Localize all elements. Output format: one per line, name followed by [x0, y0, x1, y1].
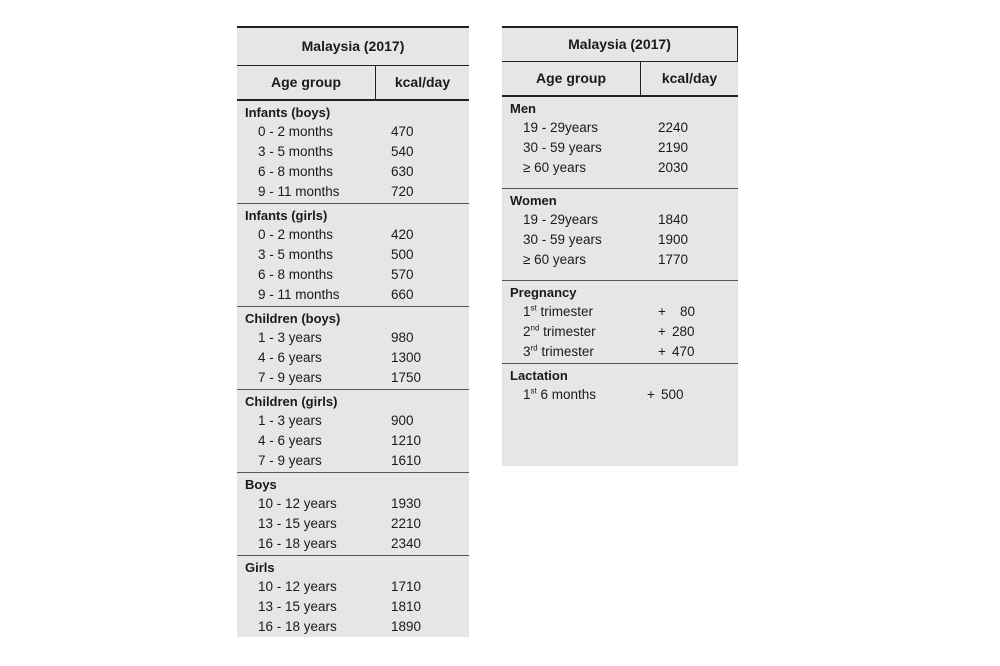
table-row — [502, 302, 738, 322]
group-girls — [237, 556, 469, 638]
kcal-cell: 1610 — [391, 453, 422, 468]
table-row — [237, 122, 469, 142]
age-cell: 0 - 2 months — [258, 124, 334, 139]
table-row — [502, 210, 738, 230]
kcal-cell: 2190 — [658, 140, 689, 155]
group-name: Children (girls) — [245, 394, 338, 409]
col-age-group: Age group — [502, 62, 641, 95]
table-row — [502, 138, 738, 158]
kcal-cell: 1750 — [391, 370, 422, 385]
kcal-cell — [658, 302, 738, 322]
table-row — [237, 245, 469, 265]
group-name: Children (boys) — [245, 311, 341, 326]
trimester-cell — [502, 302, 658, 322]
right-energy-table — [502, 26, 738, 466]
ordinal-rest: 6 months — [536, 387, 597, 402]
ordinal-suffix: nd — [530, 323, 540, 333]
age-cell: 7 - 9 years — [258, 453, 322, 468]
group-children-boys — [237, 307, 469, 390]
kcal-cell: 500 — [391, 247, 414, 262]
group-name: Men — [510, 101, 536, 116]
table-title: Malaysia (2017) — [502, 26, 738, 62]
table-header — [237, 66, 469, 101]
age-cell: 7 - 9 years — [258, 370, 322, 385]
table-row — [502, 342, 738, 362]
ordinal-suffix: rd — [530, 343, 538, 353]
table-row — [237, 494, 469, 514]
ordinal-rest: trimester — [537, 344, 594, 359]
age-cell: 30 - 59 years — [523, 232, 602, 247]
kcal-cell: 2030 — [658, 160, 689, 175]
kcal-cell: 420 — [391, 227, 414, 242]
age-cell: 3 - 5 months — [258, 144, 334, 159]
table-row — [237, 162, 469, 182]
table-row — [237, 411, 469, 431]
table-row — [237, 225, 469, 245]
age-cell: 19 - 29years — [523, 212, 599, 227]
kcal-value: 80 — [680, 304, 696, 319]
lactation-period-cell — [502, 385, 647, 405]
table-row — [237, 451, 469, 471]
age-cell: ≥ 60 years — [523, 160, 586, 175]
table-row — [237, 182, 469, 202]
group-men — [502, 97, 738, 189]
kcal-cell — [658, 342, 738, 362]
group-name: Girls — [245, 560, 275, 575]
age-cell: 0 - 2 months — [258, 227, 334, 242]
kcal-cell: 1930 — [391, 496, 422, 511]
age-cell: 6 - 8 months — [258, 164, 334, 179]
ordinal-number: 1 — [523, 387, 531, 402]
group-name: Women — [510, 193, 557, 208]
table-row — [237, 597, 469, 617]
table-row — [237, 328, 469, 348]
kcal-cell: 570 — [391, 267, 414, 282]
kcal-cell: 900 — [391, 413, 414, 428]
kcal-cell — [658, 322, 738, 342]
group-children-girls — [237, 390, 469, 473]
ordinal-suffix: st — [530, 303, 537, 313]
age-cell: 10 - 12 years — [258, 579, 337, 594]
ordinal-number: 3 — [523, 344, 531, 359]
group-lactation — [502, 364, 738, 406]
plus-sign: + — [658, 304, 666, 319]
kcal-cell — [647, 385, 738, 405]
plus-sign: + — [647, 387, 655, 402]
ordinal-number: 2 — [523, 324, 531, 339]
age-cell: 30 - 59 years — [523, 140, 602, 155]
kcal-cell: 660 — [391, 287, 414, 302]
table-row — [237, 617, 469, 637]
age-cell: 4 - 6 years — [258, 350, 322, 365]
plus-sign: + — [658, 324, 666, 339]
kcal-cell: 1300 — [391, 350, 422, 365]
group-infants-girls — [237, 204, 469, 307]
kcal-cell: 720 — [391, 184, 414, 199]
age-cell: 9 - 11 months — [258, 287, 340, 302]
table-row — [502, 250, 738, 270]
table-row — [237, 348, 469, 368]
age-cell: 19 - 29years — [523, 120, 599, 135]
age-cell: 1 - 3 years — [258, 413, 322, 428]
table-row — [237, 368, 469, 388]
table-row — [237, 534, 469, 554]
group-name: Infants (boys) — [245, 105, 331, 120]
group-infants-boys — [237, 101, 469, 204]
table-row — [237, 577, 469, 597]
table-row — [502, 158, 738, 178]
table-row — [237, 265, 469, 285]
kcal-cell: 1900 — [658, 232, 689, 247]
table-row — [502, 118, 738, 138]
ordinal-rest: trimester — [536, 304, 594, 319]
kcal-cell: 2210 — [391, 516, 422, 531]
kcal-cell: 540 — [391, 144, 414, 159]
table-row — [502, 385, 738, 405]
kcal-value: 280 — [672, 324, 695, 339]
table-row — [237, 285, 469, 305]
kcal-cell: 2240 — [658, 120, 689, 135]
group-women — [502, 189, 738, 281]
age-cell: 13 - 15 years — [258, 516, 337, 531]
left-energy-table — [237, 26, 469, 637]
col-kcal-day: kcal/day — [661, 70, 718, 86]
kcal-cell: 1210 — [391, 433, 422, 448]
age-cell: 9 - 11 months — [258, 184, 340, 199]
age-cell: 6 - 8 months — [258, 267, 334, 282]
table-row — [502, 230, 738, 250]
ordinal-suffix: st — [530, 386, 537, 396]
age-cell: 13 - 15 years — [258, 599, 337, 614]
kcal-cell: 1810 — [391, 599, 422, 614]
kcal-cell: 470 — [391, 124, 414, 139]
age-cell: 1 - 3 years — [258, 330, 322, 345]
kcal-cell: 1890 — [391, 619, 422, 634]
plus-sign: + — [658, 344, 666, 359]
age-cell: 16 - 18 years — [258, 619, 337, 634]
table-row — [237, 514, 469, 534]
table-row — [502, 322, 738, 342]
group-name: Infants (girls) — [245, 208, 328, 223]
kcal-value: 500 — [661, 387, 684, 402]
kcal-cell: 1840 — [658, 212, 689, 227]
table-header — [502, 62, 738, 97]
kcal-value: 470 — [672, 344, 695, 359]
kcal-cell: 1770 — [658, 252, 689, 267]
kcal-cell: 1710 — [391, 579, 422, 594]
ordinal-number: 1 — [523, 304, 531, 319]
age-cell: ≥ 60 years — [523, 252, 586, 267]
age-cell: 3 - 5 months — [258, 247, 334, 262]
table-title: Malaysia (2017) — [237, 26, 469, 66]
group-pregnancy — [502, 281, 738, 364]
kcal-cell: 2340 — [391, 536, 422, 551]
age-cell: 10 - 12 years — [258, 496, 337, 511]
table-row — [237, 142, 469, 162]
trimester-cell — [502, 342, 658, 362]
ordinal-rest: trimester — [539, 324, 596, 339]
kcal-cell: 630 — [391, 164, 414, 179]
group-name: Lactation — [510, 368, 568, 383]
group-name: Pregnancy — [510, 285, 577, 300]
age-cell: 16 - 18 years — [258, 536, 337, 551]
col-kcal-day: kcal/day — [394, 74, 451, 90]
table-row — [237, 431, 469, 451]
trimester-cell — [502, 322, 658, 342]
col-age-group: Age group — [237, 66, 376, 99]
kcal-cell: 980 — [391, 330, 414, 345]
group-boys — [237, 473, 469, 556]
group-name: Boys — [245, 477, 277, 492]
age-cell: 4 - 6 years — [258, 433, 322, 448]
